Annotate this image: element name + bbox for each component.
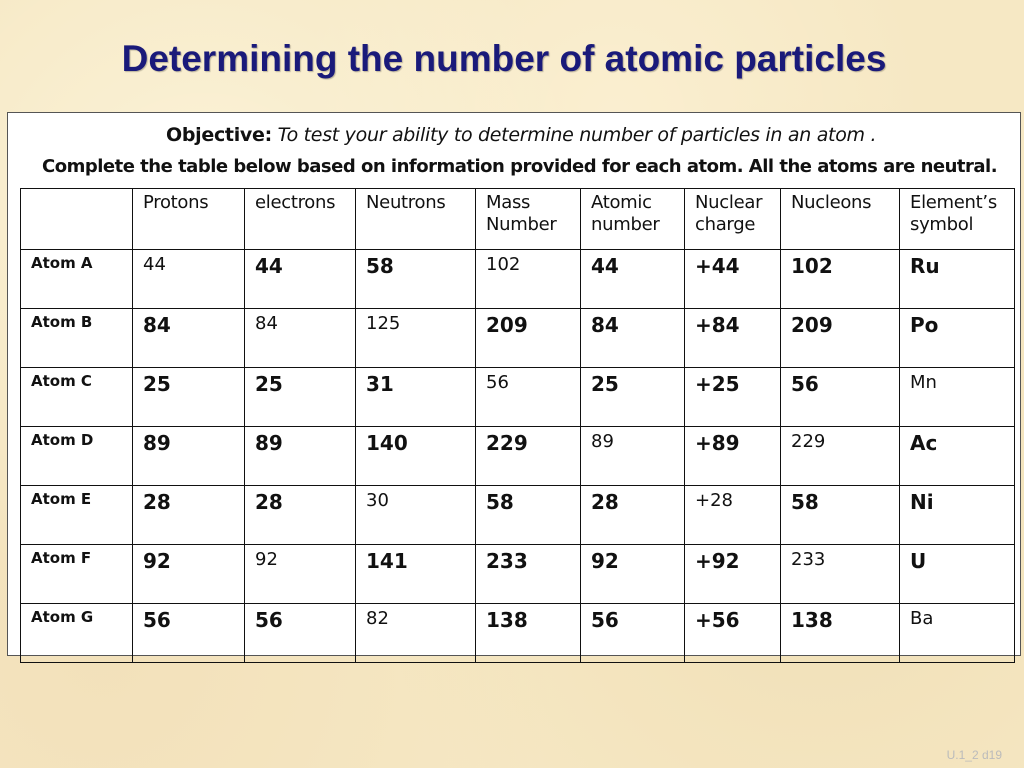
row-label: Atom B xyxy=(21,309,133,368)
table-cell: 89 xyxy=(581,427,685,486)
table-cell: +28 xyxy=(685,486,781,545)
table-cell: 102 xyxy=(476,250,581,309)
table-cell: +25 xyxy=(685,368,781,427)
table-row xyxy=(21,604,1015,663)
table-cell: 28 xyxy=(133,486,245,545)
table-cell: 89 xyxy=(245,427,356,486)
table-cell: 209 xyxy=(476,309,581,368)
table-cell: 25 xyxy=(581,368,685,427)
table-cell: 30 xyxy=(356,486,476,545)
row-label: Atom E xyxy=(21,486,133,545)
table-row xyxy=(21,368,1015,427)
table-cell: +56 xyxy=(685,604,781,663)
table-cell: 56 xyxy=(581,604,685,663)
table-cell: 58 xyxy=(476,486,581,545)
table-cell: 233 xyxy=(476,545,581,604)
table-cell: +92 xyxy=(685,545,781,604)
table-cell: 84 xyxy=(581,309,685,368)
table-cell: 82 xyxy=(356,604,476,663)
table-cell: 138 xyxy=(476,604,581,663)
table-cell: 140 xyxy=(356,427,476,486)
table-cell: 92 xyxy=(133,545,245,604)
table-cell: 31 xyxy=(356,368,476,427)
table-cell: 28 xyxy=(581,486,685,545)
table-cell: U xyxy=(900,545,1015,604)
column-header: Nuclear charge xyxy=(685,189,781,250)
table-row xyxy=(21,545,1015,604)
table-cell: 56 xyxy=(133,604,245,663)
table-cell: 56 xyxy=(781,368,900,427)
column-header: Nucleons xyxy=(781,189,900,250)
table-cell: Mn xyxy=(900,368,1015,427)
table-row xyxy=(21,309,1015,368)
table-cell: 125 xyxy=(356,309,476,368)
table-cell: Po xyxy=(900,309,1015,368)
table-cell: 102 xyxy=(781,250,900,309)
objective-text: To test your ability to determine number of particles in an atom . xyxy=(271,124,877,146)
table-cell: 25 xyxy=(133,368,245,427)
slide-footer: U.1_2 d19 xyxy=(946,748,1002,762)
column-header: Atomic number xyxy=(581,189,685,250)
table-cell: 141 xyxy=(356,545,476,604)
column-header: Mass Number xyxy=(476,189,581,250)
page-title: Determining the number of atomic particles xyxy=(121,38,887,79)
table-cell: 25 xyxy=(245,368,356,427)
table-cell: 84 xyxy=(133,309,245,368)
table-cell: 209 xyxy=(781,309,900,368)
objective-label: Objective: xyxy=(166,124,272,146)
column-header: Element’s symbol xyxy=(900,189,1015,250)
table-cell: Ru xyxy=(900,250,1015,309)
table-cell: 58 xyxy=(781,486,900,545)
table-cell: 233 xyxy=(781,545,900,604)
table-cell: 229 xyxy=(476,427,581,486)
table-cell: 89 xyxy=(133,427,245,486)
table-cell: Ba xyxy=(900,604,1015,663)
column-header: Protons xyxy=(133,189,245,250)
table-cell: 44 xyxy=(581,250,685,309)
table-cell: 138 xyxy=(781,604,900,663)
table-cell: 56 xyxy=(245,604,356,663)
column-header: Neutrons xyxy=(356,189,476,250)
table-cell: 58 xyxy=(356,250,476,309)
table-row xyxy=(21,486,1015,545)
header-blank xyxy=(21,189,133,250)
worksheet-panel xyxy=(7,112,1021,656)
header-row xyxy=(21,189,1015,250)
table-cell: +44 xyxy=(685,250,781,309)
table-cell: Ac xyxy=(900,427,1015,486)
row-label: Atom F xyxy=(21,545,133,604)
row-label: Atom C xyxy=(21,368,133,427)
objective-line xyxy=(166,124,876,146)
table-cell: 44 xyxy=(245,250,356,309)
table-cell: 229 xyxy=(781,427,900,486)
column-header: electrons xyxy=(245,189,356,250)
table-cell: 56 xyxy=(476,368,581,427)
table-cell: 28 xyxy=(245,486,356,545)
table-cell: +84 xyxy=(685,309,781,368)
table-cell: 92 xyxy=(581,545,685,604)
table-cell: 84 xyxy=(245,309,356,368)
table-row xyxy=(21,427,1015,486)
row-label: Atom G xyxy=(21,604,133,663)
instruction-text: Complete the table below based on information provided for each atom. All the atoms are neutral. xyxy=(42,156,998,177)
row-label: Atom A xyxy=(21,250,133,309)
table-cell: 92 xyxy=(245,545,356,604)
particles-table xyxy=(20,188,1015,663)
table-body xyxy=(21,250,1015,663)
table-row xyxy=(21,250,1015,309)
row-label: Atom D xyxy=(21,427,133,486)
table-cell: +89 xyxy=(685,427,781,486)
table-cell: 44 xyxy=(133,250,245,309)
table-cell: Ni xyxy=(900,486,1015,545)
